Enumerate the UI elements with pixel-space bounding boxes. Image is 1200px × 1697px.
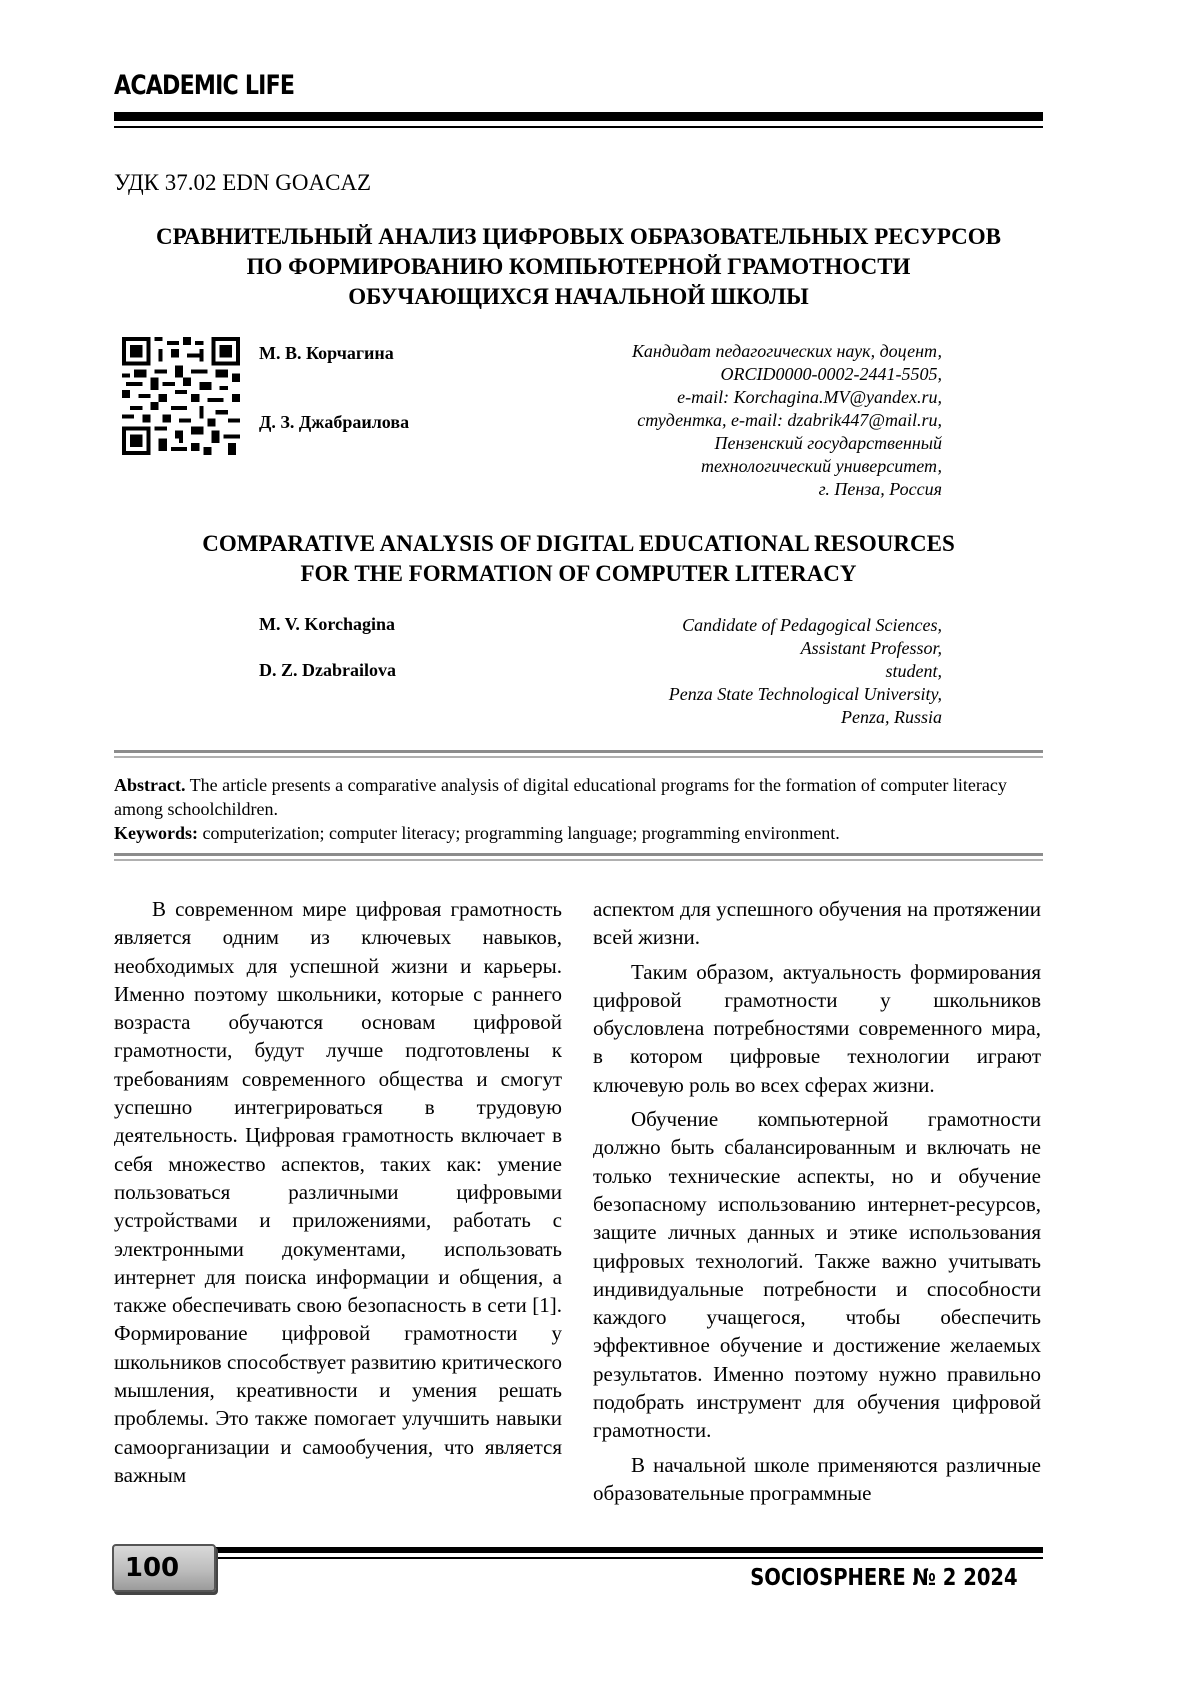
keywords-label: Keywords: [114, 823, 198, 843]
author-ru-2: Д. З. Джабраилова [259, 412, 410, 432]
aff-line: Кандидат педагогических наук, доцент, [631, 341, 942, 361]
title-ru-line: СРАВНИТЕЛЬНЫЙ АНАЛИЗ ЦИФРОВЫХ ОБРАЗОВАТЕЛЬНЫХ РЕСУРСОВ [156, 224, 1001, 249]
abstract-rule-top-thin [114, 756, 1043, 758]
body-paragraph: Обучение компьютерной грамотности должно быть сбалансированным и включать не только технические аспекты, но и обучение безопасному использованию интернет-ресурсов, защите личных данных и этике использования цифровых технологий. Также важно учитывать индивидуальные потребности и способности каждого учащегося, чтобы обеспечить эффективное обучение и достижение желаемых результатов. Именно поэтому нужно правильно подобрать инструмент для обучения цифровой грамотности. [593, 1107, 1041, 1443]
aff-line: e-mail: Korchagina.MV@yandex.ru, [677, 387, 942, 407]
keywords-text: computerization; computer literacy; programming language; programming environment. [198, 823, 840, 843]
aff-line: Assistant Professor, [800, 638, 942, 658]
footer-rule-thin [218, 1557, 1043, 1559]
aff-line: Penza, Russia [841, 707, 942, 727]
author-ru-1: М. В. Корчагина [259, 343, 394, 363]
abstract-rule-bottom-thin [114, 859, 1043, 861]
title-en-line: FOR THE FORMATION OF COMPUTER LITERACY [300, 561, 857, 586]
header-rule [114, 112, 1043, 121]
body-paragraph: аспектом для успешного обучения на протяжении всей жизни. [593, 897, 1041, 950]
title-en-line: COMPARATIVE ANALYSIS OF DIGITAL EDUCATIONAL RESOURCES [202, 531, 955, 556]
aff-line: Пензенский государственный [714, 433, 942, 453]
udk-edn: УДК 37.02 EDN GOACAZ [114, 170, 372, 195]
abstract-rule-bottom [114, 853, 1043, 856]
affiliation-en [669, 614, 942, 729]
body-paragraph: Таким образом, актуальность формирования цифровой грамотности у школьников обусловлена потребностями современного мира, в котором цифровые технологии играют ключевую роль во всех сферах жизни. [593, 959, 1041, 1097]
abstract-label: Abstract. [114, 775, 186, 795]
body-paragraph: В начальной школе применяются различные образовательные программные [593, 1452, 1041, 1505]
abstract-text: The article presents a comparative analysis of digital educational programs for the formation of computer literacy among schoolchildren. [114, 775, 1007, 819]
affiliation-ru [632, 340, 942, 501]
page-number-box [112, 1544, 216, 1592]
body-column-right [593, 895, 1041, 1507]
journal-issue: SOCIOSPHERE № 2 2024 [750, 1565, 1018, 1591]
aff-line: г. Пенза, Россия [818, 479, 942, 499]
aff-line: student, [885, 661, 942, 681]
footer-rule [114, 1547, 1043, 1553]
author-en-2: D. Z. Dzabrailova [259, 660, 396, 680]
title-ru-line: ОБУЧАЮЩИХСЯ НАЧАЛЬНОЙ ШКОЛЫ [348, 284, 809, 309]
aff-line: студентка, e-mail: dzabrik447@mail.ru, [637, 410, 942, 430]
aff-line: Candidate of Pedagogical Sciences, [682, 615, 942, 635]
author-en-1: M. V. Korchagina [259, 614, 396, 634]
body-paragraph: В современном мире цифровая грамотность является одним из ключевых навыков, необходимых для успешной жизни и карьеры. Именно поэтому школьники, которые с раннего возраста обучаются основам цифровой грамотности, будут лучше подготовлены к требованиям современного общества и смогут успешно интегрироваться в трудовую деятельность. Цифровая грамотность включает в себя множество аспектов, таких как: умение пользоваться различными цифровыми устройствами и приложениями, работать с электронными документами, использовать интернет для поиска информации и общения, а также обеспечивать свою безопасность в сети [1]. Формирование цифровой грамотности у школьников способствует развитию критического мышления, креативности и умения решать проблемы. Это также помогает улучшить навыки самоорганизации и самообучения, что является важным [114, 897, 562, 1487]
aff-line: технологический университет, [701, 456, 942, 476]
abstract-block [114, 773, 1043, 845]
header-rule-thin [114, 126, 1043, 128]
body-column-left [114, 895, 562, 1489]
qr-code [122, 337, 240, 455]
aff-line: ORCID0000-0002-2441-5505, [720, 364, 942, 384]
page-number: 100 [124, 1553, 180, 1583]
aff-line: Penza State Technological University, [668, 684, 942, 704]
title-english [114, 529, 1043, 589]
title-russian [114, 222, 1043, 312]
section-label: ACADEMIC LIFE [114, 70, 295, 101]
abstract-rule-top [114, 750, 1043, 753]
title-ru-line: ПО ФОРМИРОВАНИЮ КОМПЬЮТЕРНОЙ ГРАМОТНОСТИ [246, 254, 911, 279]
